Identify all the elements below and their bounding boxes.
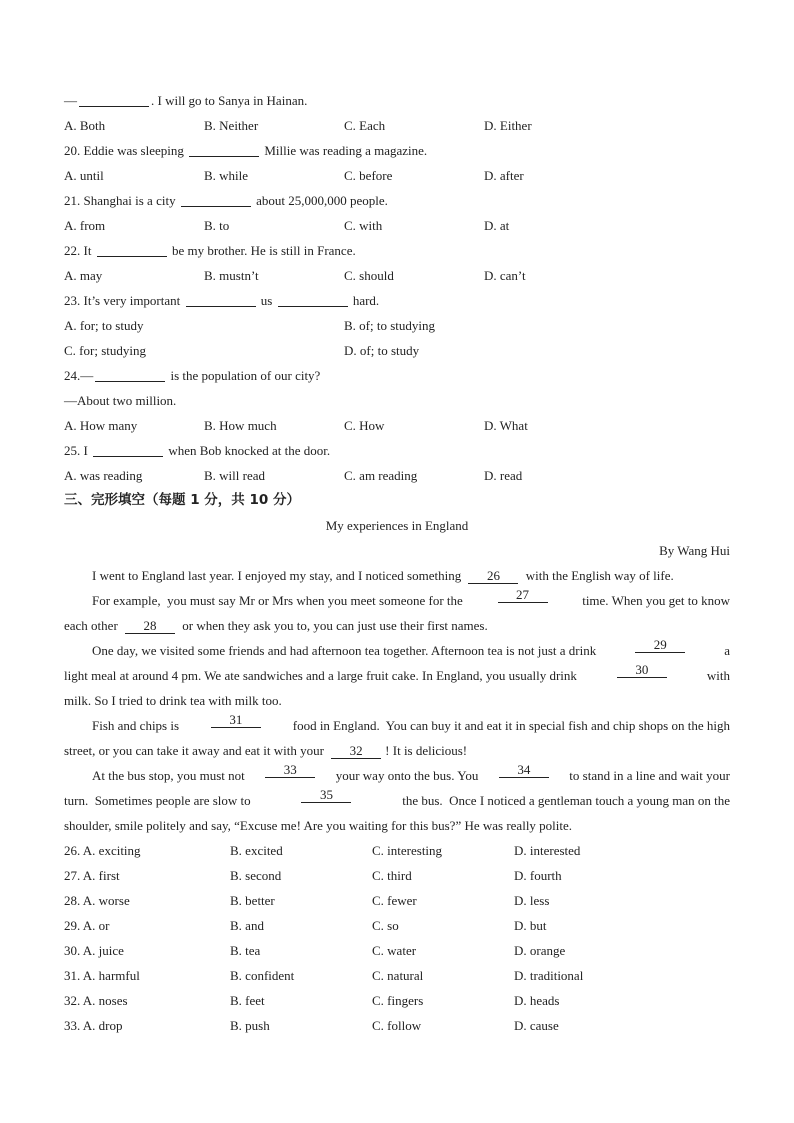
q21-option-b: B. to <box>204 218 230 233</box>
q22-option-d: D. can’t <box>484 268 526 283</box>
q26-option-d: D. interested <box>514 843 581 858</box>
p2-line-2 <box>64 613 730 638</box>
q28-option-b: B. better <box>230 893 275 908</box>
blank-29: 29 <box>635 638 685 653</box>
q32-option-c: C. fingers <box>372 993 424 1008</box>
q25-stem <box>64 438 730 463</box>
p5-text-c: to stand in a line and wait your <box>569 768 730 783</box>
q23-option-b: B. of; to studying <box>344 318 436 333</box>
q31-option-b: B. confident <box>230 968 295 983</box>
p3-line-2 <box>64 663 730 688</box>
blank-35: 35 <box>301 788 351 803</box>
p1-text-b: with the English way of life. <box>525 568 674 583</box>
p4-text-c: street, or you can take it away and eat it with your <box>64 743 324 758</box>
p3-text-a: One day, we visited some friends and had afternoon tea together. Afternoon tea is not just a drink <box>92 643 597 658</box>
p3-text-b: a <box>724 643 730 658</box>
q22-option-a: A. may <box>64 268 103 283</box>
blank-27: 27 <box>498 588 548 603</box>
q23-blank-2 <box>278 292 348 307</box>
q22-blank <box>97 242 167 257</box>
q22-options <box>64 263 730 288</box>
q28-option-c: C. fewer <box>372 893 417 908</box>
blank-31: 31 <box>211 713 261 728</box>
q20-stem-before: 20. Eddie was sleeping <box>64 143 184 158</box>
q19-options <box>64 113 730 138</box>
q23-option-c: C. for; studying <box>64 343 146 358</box>
q21-stem <box>64 188 730 213</box>
blank-34: 34 <box>499 763 549 778</box>
q19-prefix: — <box>64 93 77 108</box>
q21-stem-before: 21. Shanghai is a city <box>64 193 176 208</box>
q19-option-b: B. Neither <box>204 118 259 133</box>
q23-stem-after: hard. <box>352 293 380 308</box>
q24-option-c: C. How <box>344 418 385 433</box>
q30-option-c: C. water <box>372 943 417 958</box>
p4-text-a: Fish and chips is <box>92 718 180 733</box>
p4-text-b: food in England. You can buy it and eat it in special fish and chip shops on the high <box>292 718 730 733</box>
blank-26: 26 <box>468 569 518 584</box>
q29-option-a: 29. A. or <box>64 918 110 933</box>
q24-option-a: A. How many <box>64 418 138 433</box>
q23-options-row-1 <box>64 313 730 338</box>
q29-option-c: C. so <box>372 918 399 933</box>
q26-option-c: C. interesting <box>372 843 443 858</box>
q27-option-d: D. fourth <box>514 868 562 883</box>
p4-line-1 <box>64 713 730 738</box>
q23-option-a: A. for; to study <box>64 318 144 333</box>
p3-text-c: light meal at around 4 pm. We ate sandwiches and a large fruit cake. In England, you usually drink <box>64 668 577 683</box>
p3-line-1 <box>64 638 730 663</box>
p1-text-a: I went to England last year. I enjoyed my stay, and I noticed something <box>92 568 462 583</box>
cloze-options-26 <box>64 838 730 863</box>
p5-text-e: the bus. Once I noticed a gentleman touch a young man on the <box>402 793 730 808</box>
blank-28: 28 <box>125 619 175 634</box>
q25-stem-after: when Bob knocked at the door. <box>168 443 331 458</box>
cloze-options-27 <box>64 863 730 888</box>
q24-options <box>64 413 730 438</box>
q28-option-a: 28. A. worse <box>64 893 130 908</box>
p2-text-a: For example, you must say Mr or Mrs when you meet someone for the <box>92 593 463 608</box>
exam-page <box>64 88 730 1038</box>
q24-stem <box>64 363 730 388</box>
q25-option-d: D. read <box>484 468 523 483</box>
q19-answer-line <box>64 88 730 113</box>
q22-stem-before: 22. It <box>64 243 92 258</box>
cloze-options-29 <box>64 913 730 938</box>
q31-option-a: 31. A. harmful <box>64 968 140 983</box>
q24-option-d: D. What <box>484 418 528 433</box>
q23-options-row-2 <box>64 338 730 363</box>
q31-option-c: C. natural <box>372 968 424 983</box>
p4-line-2 <box>64 738 730 763</box>
q23-option-d: D. of; to study <box>344 343 420 358</box>
q25-option-b: B. will read <box>204 468 266 483</box>
q23-stem-before: 23. It’s very important <box>64 293 181 308</box>
q24-stem-before: 24.— <box>64 368 94 383</box>
q25-option-c: C. am reading <box>344 468 418 483</box>
q27-option-a: 27. A. first <box>64 868 120 883</box>
q21-stem-after: about 25,000,000 people. <box>256 193 388 208</box>
q20-option-d: D. after <box>484 168 524 183</box>
p5-text-d: turn. Sometimes people are slow to <box>64 793 251 808</box>
q19-option-d: D. Either <box>484 118 532 133</box>
p4-text-d: ! It is delicious! <box>385 743 468 758</box>
p5-line-3: shoulder, smile politely and say, “Excuse me! Are you waiting for this bus?” He was really polite. <box>64 818 573 833</box>
q20-option-c: C. before <box>344 168 393 183</box>
q30-option-d: D. orange <box>514 943 566 958</box>
p2-text-c: each other <box>64 618 118 633</box>
q20-stem <box>64 138 730 163</box>
q30-option-b: B. tea <box>230 943 261 958</box>
q33-option-d: D. cause <box>514 1018 559 1033</box>
q24-reply: —About two million. <box>64 393 177 408</box>
q25-stem-before: 25. I <box>64 443 88 458</box>
q28-option-d: D. less <box>514 893 550 908</box>
p2-line-1 <box>64 588 730 613</box>
cloze-options-32 <box>64 988 730 1013</box>
q20-blank <box>189 142 259 157</box>
q31-option-d: D. traditional <box>514 968 584 983</box>
q33-option-c: C. follow <box>372 1018 422 1033</box>
passage-title: My experiences in England <box>325 518 469 533</box>
blank-30: 30 <box>617 663 667 678</box>
q20-options <box>64 163 730 188</box>
q32-option-a: 32. A. noses <box>64 993 128 1008</box>
q24-option-b: B. How much <box>204 418 277 433</box>
p5-line-1 <box>64 763 730 788</box>
q22-stem <box>64 238 730 263</box>
q25-blank <box>93 442 163 457</box>
q22-option-b: B. mustn’t <box>204 268 259 283</box>
q24-blank <box>95 367 165 382</box>
q32-option-b: B. feet <box>230 993 265 1008</box>
cloze-options-33 <box>64 1013 730 1038</box>
q26-option-b: B. excited <box>230 843 283 858</box>
p3-line-3: milk. So I tried to drink tea with milk too. <box>64 693 282 708</box>
q24-stem-after: is the population of our city? <box>170 368 321 383</box>
q26-option-a: 26. A. exciting <box>64 843 141 858</box>
q33-option-b: B. push <box>230 1018 270 1033</box>
q27-option-b: B. second <box>230 868 282 883</box>
q29-option-b: B. and <box>230 918 264 933</box>
p1-line-1 <box>64 563 730 588</box>
q19-option-c: C. Each <box>344 118 386 133</box>
blank-32: 32 <box>331 744 381 759</box>
q22-stem-after: be my brother. He is still in France. <box>171 243 356 258</box>
q20-option-b: B. while <box>204 168 249 183</box>
q21-option-d: D. at <box>484 218 510 233</box>
q21-option-c: C. with <box>344 218 383 233</box>
blank-33: 33 <box>265 763 315 778</box>
q27-option-c: C. third <box>372 868 412 883</box>
q23-stem-middle: us <box>260 293 273 308</box>
q22-option-c: C. should <box>344 268 394 283</box>
q21-blank <box>181 192 251 207</box>
p5-text-a: At the bus stop, you must not <box>92 768 245 783</box>
q19-option-a: A. Both <box>64 118 106 133</box>
q21-options <box>64 213 730 238</box>
q29-option-d: D. but <box>514 918 547 933</box>
q33-option-a: 33. A. drop <box>64 1018 123 1033</box>
q19-blank <box>79 92 149 107</box>
cloze-options-31 <box>64 963 730 988</box>
q23-stem <box>64 288 730 313</box>
p3-text-d: with <box>706 668 730 683</box>
q25-options <box>64 463 730 488</box>
cloze-options-28 <box>64 888 730 913</box>
q32-option-d: D. heads <box>514 993 560 1008</box>
q30-option-a: 30. A. juice <box>64 943 124 958</box>
p2-text-d: or when they ask you to, you can just use their first names. <box>182 618 488 633</box>
q21-option-a: A. from <box>64 218 106 233</box>
q23-blank-1 <box>186 292 256 307</box>
p5-text-b: your way onto the bus. You <box>335 768 479 783</box>
q19-suffix: . I will go to Sanya in Hainan. <box>151 93 308 108</box>
p2-text-b: time. When you get to know <box>582 593 730 608</box>
p5-line-2 <box>64 788 730 813</box>
q25-option-a: A. was reading <box>64 468 143 483</box>
q20-option-a: A. until <box>64 168 104 183</box>
q20-stem-after: Millie was reading a magazine. <box>264 143 428 158</box>
cloze-options-30 <box>64 938 730 963</box>
section-3-heading: 三、完形填空（每题 1 分，共 10 分） <box>64 492 300 508</box>
passage-byline: By Wang Hui <box>659 543 730 558</box>
